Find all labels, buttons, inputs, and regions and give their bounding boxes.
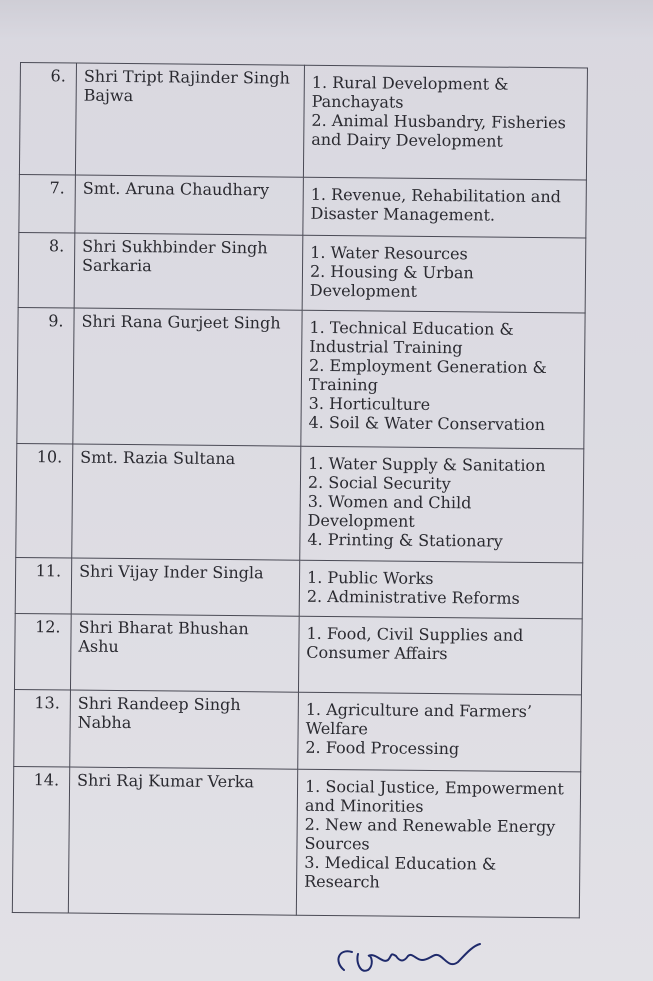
portfolio-item: 4. Soil & Water Conservation <box>308 412 546 435</box>
portfolio-list <box>299 560 583 619</box>
table-row <box>17 307 585 448</box>
portfolio-item: 3. Horticulture <box>308 393 431 414</box>
row-number: 11. <box>15 557 72 614</box>
portfolio-item: 1. Rural Development & Panchayats <box>311 72 509 112</box>
row-number: 14. <box>12 766 69 913</box>
row-number: 12. <box>14 613 71 690</box>
portfolio-item: 2. Social Security <box>307 472 451 494</box>
portfolio-item: 1. Water Resources <box>310 242 468 264</box>
minister-name: Shri Sukhbinder Singh Sarkaria <box>74 233 303 310</box>
minister-name: Shri Bharat Bhushan Ashu <box>70 614 299 692</box>
table-row <box>19 174 587 237</box>
table-row <box>14 689 582 771</box>
portfolio-item: 2. Food Processing <box>305 737 460 759</box>
portfolio-item: 2. Animal Husbandry, Fisheries and Dairy Development <box>311 110 566 151</box>
portfolio-item: 1. Public Works <box>306 567 434 588</box>
portfolio-item: 1. Social Justice, Empowerment and Minorities <box>304 776 564 816</box>
row-number: 9. <box>17 307 74 444</box>
minister-name: Shri Randeep Singh Nabha <box>70 690 299 769</box>
row-number: 8. <box>18 232 75 308</box>
portfolio-item: 2. New and Renewable Energy Sources <box>304 814 556 854</box>
table-row <box>19 63 587 180</box>
portfolio-item: 2. Administrative Reforms <box>306 586 520 608</box>
portfolio-item: 3. Women and Child Development <box>307 491 472 531</box>
portfolio-list <box>296 769 580 918</box>
minister-name: Shri Vijay Inder Singla <box>71 558 300 616</box>
row-number: 7. <box>19 174 76 233</box>
row-number: 6. <box>19 63 76 176</box>
portfolio-item: 4. Printing & Stationary <box>307 529 503 551</box>
portfolio-item: 1. Technical Education & Industrial Training <box>309 317 514 358</box>
ministers-table-wrap <box>12 62 588 918</box>
row-number: 10. <box>16 443 73 558</box>
row-number: 13. <box>14 689 71 767</box>
portfolio-item: 1. Food, Civil Supplies and Consumer Affairs <box>306 623 524 664</box>
paper-top-edge <box>0 0 653 40</box>
table-body <box>12 63 587 918</box>
portfolio-list <box>300 446 584 563</box>
portfolio-item: 1. Revenue, Rehabilitation and Disaster Management. <box>310 184 562 225</box>
portfolio-list <box>298 692 582 772</box>
table-row <box>18 232 586 312</box>
portfolio-list <box>298 616 582 695</box>
portfolio-list <box>303 177 587 238</box>
ministers-portfolio-table <box>12 62 588 918</box>
table-row <box>12 766 580 917</box>
portfolio-item: 1. Agriculture and Farmers’ Welfare <box>305 699 533 739</box>
portfolio-item: 2. Employment Generation & Training <box>308 355 547 395</box>
signature <box>330 940 490 980</box>
minister-name: Shri Raj Kumar Verka <box>68 767 297 915</box>
minister-name: Smt. Aruna Chaudhary <box>75 175 304 235</box>
minister-name: Shri Rana Gurjeet Singh <box>73 308 302 446</box>
portfolio-item: 2. Housing & Urban Development <box>309 261 474 301</box>
minister-name: Smt. Razia Sultana <box>72 444 301 560</box>
portfolio-list <box>303 65 587 180</box>
portfolio-item: 3. Medical Education & Research <box>304 852 497 892</box>
table-row <box>15 557 583 618</box>
table-row <box>14 613 582 694</box>
table-row <box>16 443 584 562</box>
portfolio-list <box>301 310 585 449</box>
portfolio-item: 1. Water Supply & Sanitation <box>308 453 546 476</box>
portfolio-list <box>302 235 586 313</box>
minister-name: Shri Tript Rajinder Singh Bajwa <box>75 63 304 177</box>
